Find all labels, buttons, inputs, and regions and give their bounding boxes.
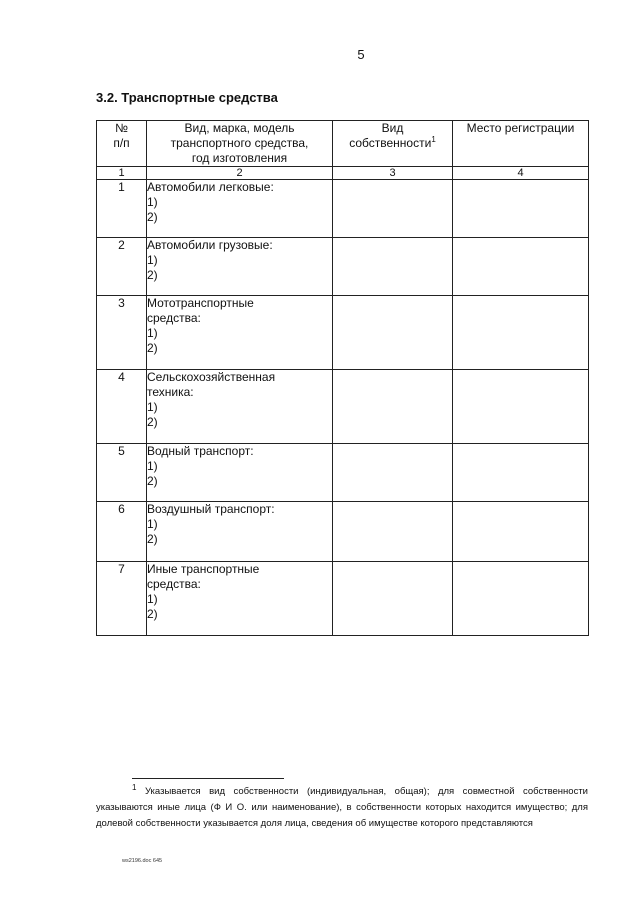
vehicle-cell bbox=[147, 502, 333, 562]
vehicle-line: 1) bbox=[147, 195, 158, 209]
vehicle-line: 2) bbox=[147, 607, 158, 621]
vehicle-line: 2) bbox=[147, 532, 158, 546]
footnote-text: Указывается вид собственности (индивидуальная, общая); для совместной собственности указываются иные лица (Ф И О. или наименование), в собственности которых находится имущество; для долевой собственности указывается доля лица, сведения об имуществе которого представляются bbox=[96, 786, 588, 829]
column-number-row bbox=[97, 167, 589, 180]
header-registration-text: Место регистрации bbox=[466, 121, 575, 135]
vehicle-line: 1) bbox=[147, 517, 158, 531]
vehicle-category: средства: bbox=[147, 577, 201, 591]
column-number: 4 bbox=[453, 167, 589, 180]
footnote-mark: 1 bbox=[132, 782, 137, 792]
vehicle-line: 2) bbox=[147, 210, 158, 224]
column-number: 2 bbox=[147, 167, 333, 180]
header-footnote-mark: 1 bbox=[431, 135, 436, 144]
table-row bbox=[97, 502, 589, 562]
registration-cell bbox=[453, 502, 589, 562]
vehicle-category: Автомобили грузовые: bbox=[147, 238, 273, 252]
header-ownership bbox=[333, 121, 453, 167]
vehicle-category: Водный транспорт: bbox=[147, 444, 254, 458]
row-number: 2 bbox=[97, 238, 147, 296]
header-number bbox=[97, 121, 147, 167]
table-row bbox=[97, 370, 589, 444]
header-registration bbox=[453, 121, 589, 167]
ownership-cell bbox=[333, 444, 453, 502]
vehicle-category: техника: bbox=[147, 385, 194, 399]
registration-cell bbox=[453, 444, 589, 502]
vehicle-category: Автомобили легковые: bbox=[147, 180, 274, 194]
row-number: 5 bbox=[97, 444, 147, 502]
footnote-divider bbox=[132, 778, 284, 779]
vehicle-line: 2) bbox=[147, 474, 158, 488]
vehicle-line: 1) bbox=[147, 592, 158, 606]
ownership-cell bbox=[333, 296, 453, 370]
table-row bbox=[97, 180, 589, 238]
ownership-cell bbox=[333, 562, 453, 636]
vehicle-line: 1) bbox=[147, 253, 158, 267]
row-number: 1 bbox=[97, 180, 147, 238]
header-vehicle bbox=[147, 121, 333, 167]
vehicle-line: 1) bbox=[147, 400, 158, 414]
vehicle-category: Иные транспортные bbox=[147, 562, 260, 576]
row-number: 6 bbox=[97, 502, 147, 562]
registration-cell bbox=[453, 180, 589, 238]
vehicle-cell bbox=[147, 562, 333, 636]
vehicle-cell bbox=[147, 238, 333, 296]
vehicle-line: 2) bbox=[147, 415, 158, 429]
vehicle-line: 1) bbox=[147, 326, 158, 340]
column-number: 1 bbox=[97, 167, 147, 180]
vehicle-cell bbox=[147, 180, 333, 238]
table-row bbox=[97, 444, 589, 502]
page-number: 5 bbox=[357, 47, 365, 62]
vehicles-table bbox=[96, 120, 589, 636]
vehicle-category: Воздушный транспорт: bbox=[147, 502, 275, 516]
vehicle-cell bbox=[147, 370, 333, 444]
ownership-cell bbox=[333, 370, 453, 444]
registration-cell bbox=[453, 296, 589, 370]
registration-cell bbox=[453, 562, 589, 636]
header-vehicle-text: Вид, марка, модель транспортного средства, год изготовления bbox=[170, 121, 309, 165]
registration-cell bbox=[453, 370, 589, 444]
ownership-cell bbox=[333, 502, 453, 562]
vehicle-category: средства: bbox=[147, 311, 201, 325]
table-row bbox=[97, 562, 589, 636]
header-ownership-text: Вид собственности bbox=[349, 121, 432, 150]
registration-cell bbox=[453, 238, 589, 296]
row-number: 4 bbox=[97, 370, 147, 444]
table-row bbox=[97, 296, 589, 370]
vehicle-line: 1) bbox=[147, 459, 158, 473]
vehicle-cell bbox=[147, 296, 333, 370]
row-number: 3 bbox=[97, 296, 147, 370]
vehicle-category: Мототранспортные bbox=[147, 296, 254, 310]
row-number: 7 bbox=[97, 562, 147, 636]
vehicle-cell bbox=[147, 444, 333, 502]
ownership-cell bbox=[333, 180, 453, 238]
section-title: 3.2. Транспортные средства bbox=[96, 90, 278, 105]
table-header-row bbox=[97, 121, 589, 167]
vehicle-line: 2) bbox=[147, 341, 158, 355]
header-number-text: № п/п bbox=[113, 121, 130, 150]
table-row bbox=[97, 238, 589, 296]
ownership-cell bbox=[333, 238, 453, 296]
column-number: 3 bbox=[333, 167, 453, 180]
vehicle-category: Сельскохозяйственная bbox=[147, 370, 276, 384]
document-reference: ws2196.doc 645 bbox=[122, 858, 163, 864]
footnote bbox=[96, 784, 588, 832]
vehicle-line: 2) bbox=[147, 268, 158, 282]
